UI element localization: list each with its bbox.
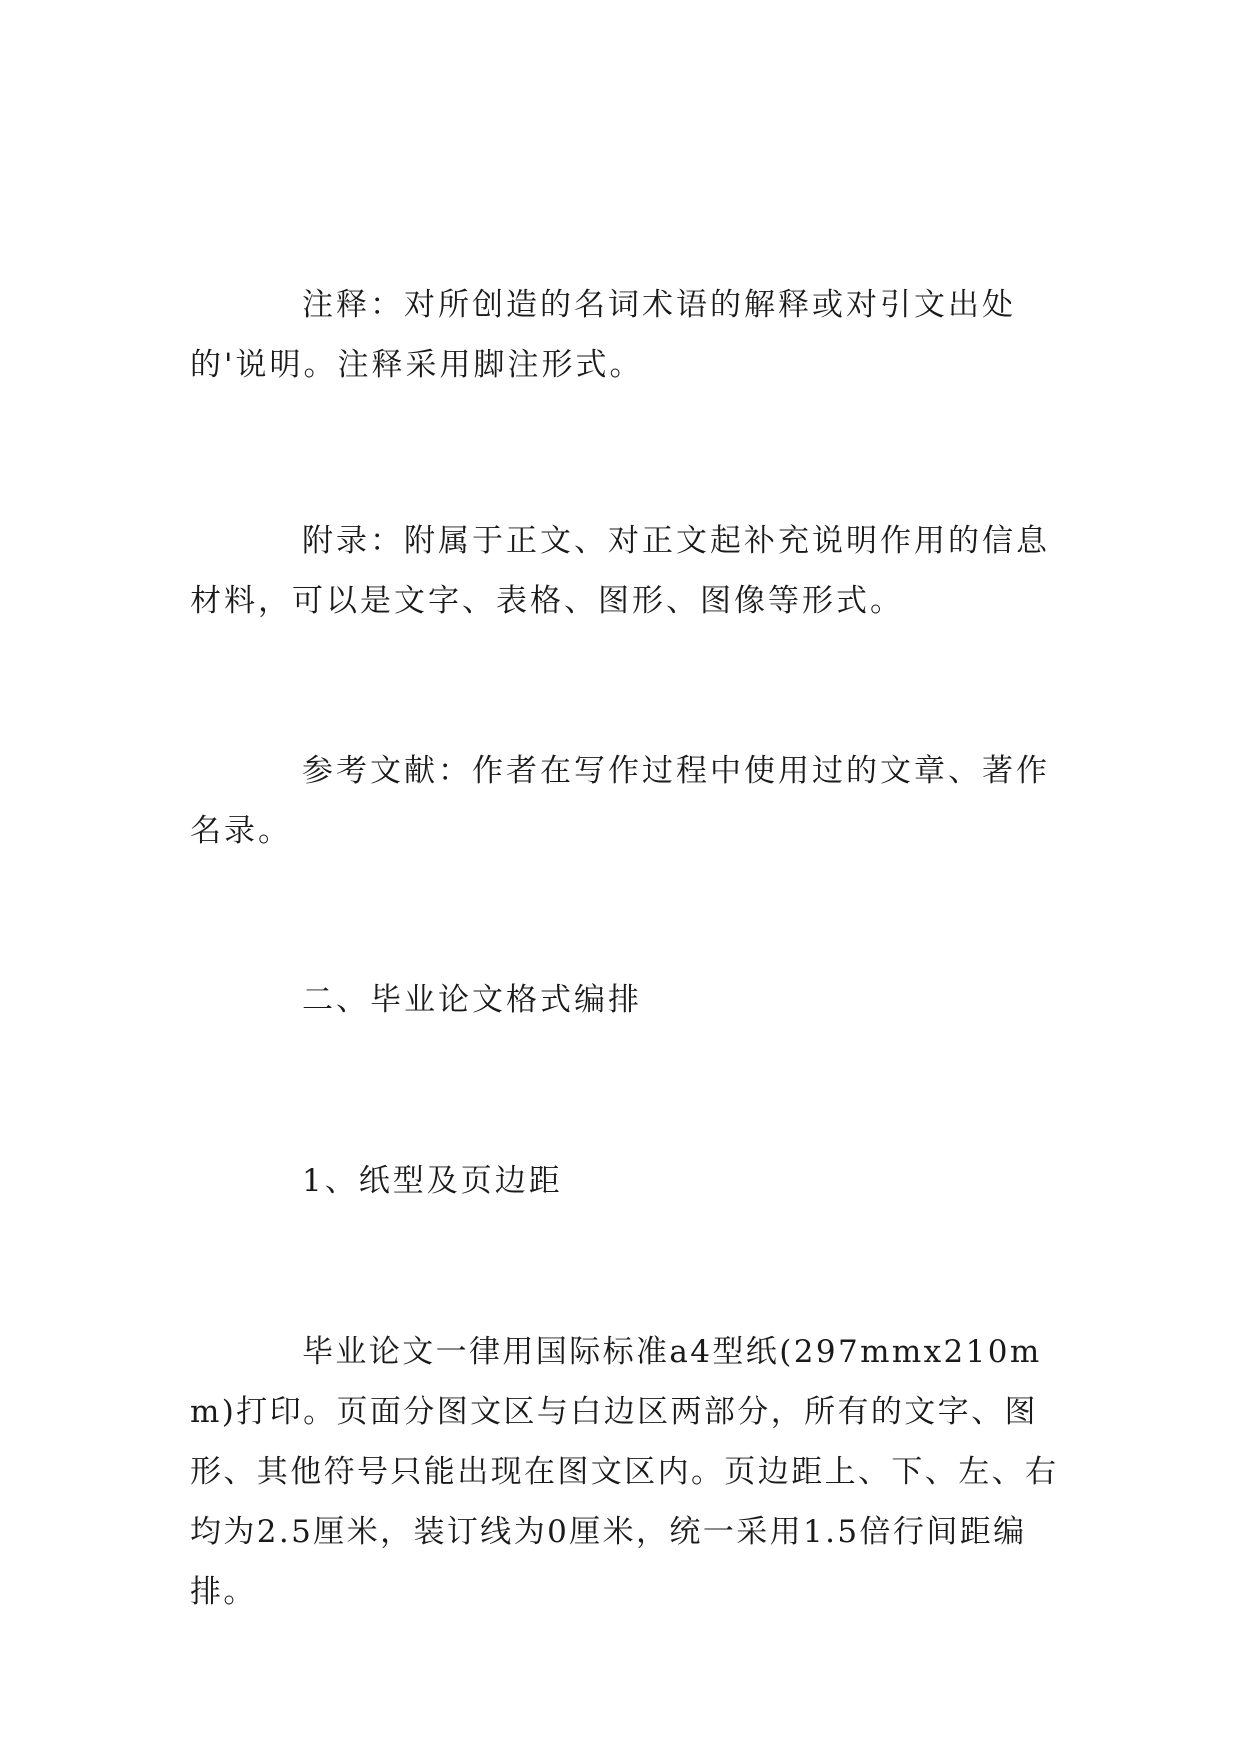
paragraph-notes: 注释：对所创造的名词术语的解释或对引文出处的'说明。注释采用脚注形式。 <box>190 287 1016 383</box>
subsection-heading-paper-margins: 1、纸型及页边距 <box>302 1163 563 1199</box>
paragraph-paper-spec: 毕业论文一律用国际标准a4型纸(297mmx210mm)打印。页面分图文区与白边区两部分，所有的文字、图形、其他符号只能出现在图文区内。页边距上、下、左、右均为2.5厘米，装订线为0厘米，统一采用1.5倍行间距编排。 <box>190 1334 1059 1610</box>
section-heading-format: 二、毕业论文格式编排 <box>302 982 642 1018</box>
paragraph-references: 参考文献：作者在写作过程中使用过的文章、著作名录。 <box>190 753 1050 849</box>
paragraph-appendix: 附录：附属于正文、对正文起补充说明作用的信息材料，可以是文字、表格、图形、图像等形式。 <box>190 523 1050 619</box>
